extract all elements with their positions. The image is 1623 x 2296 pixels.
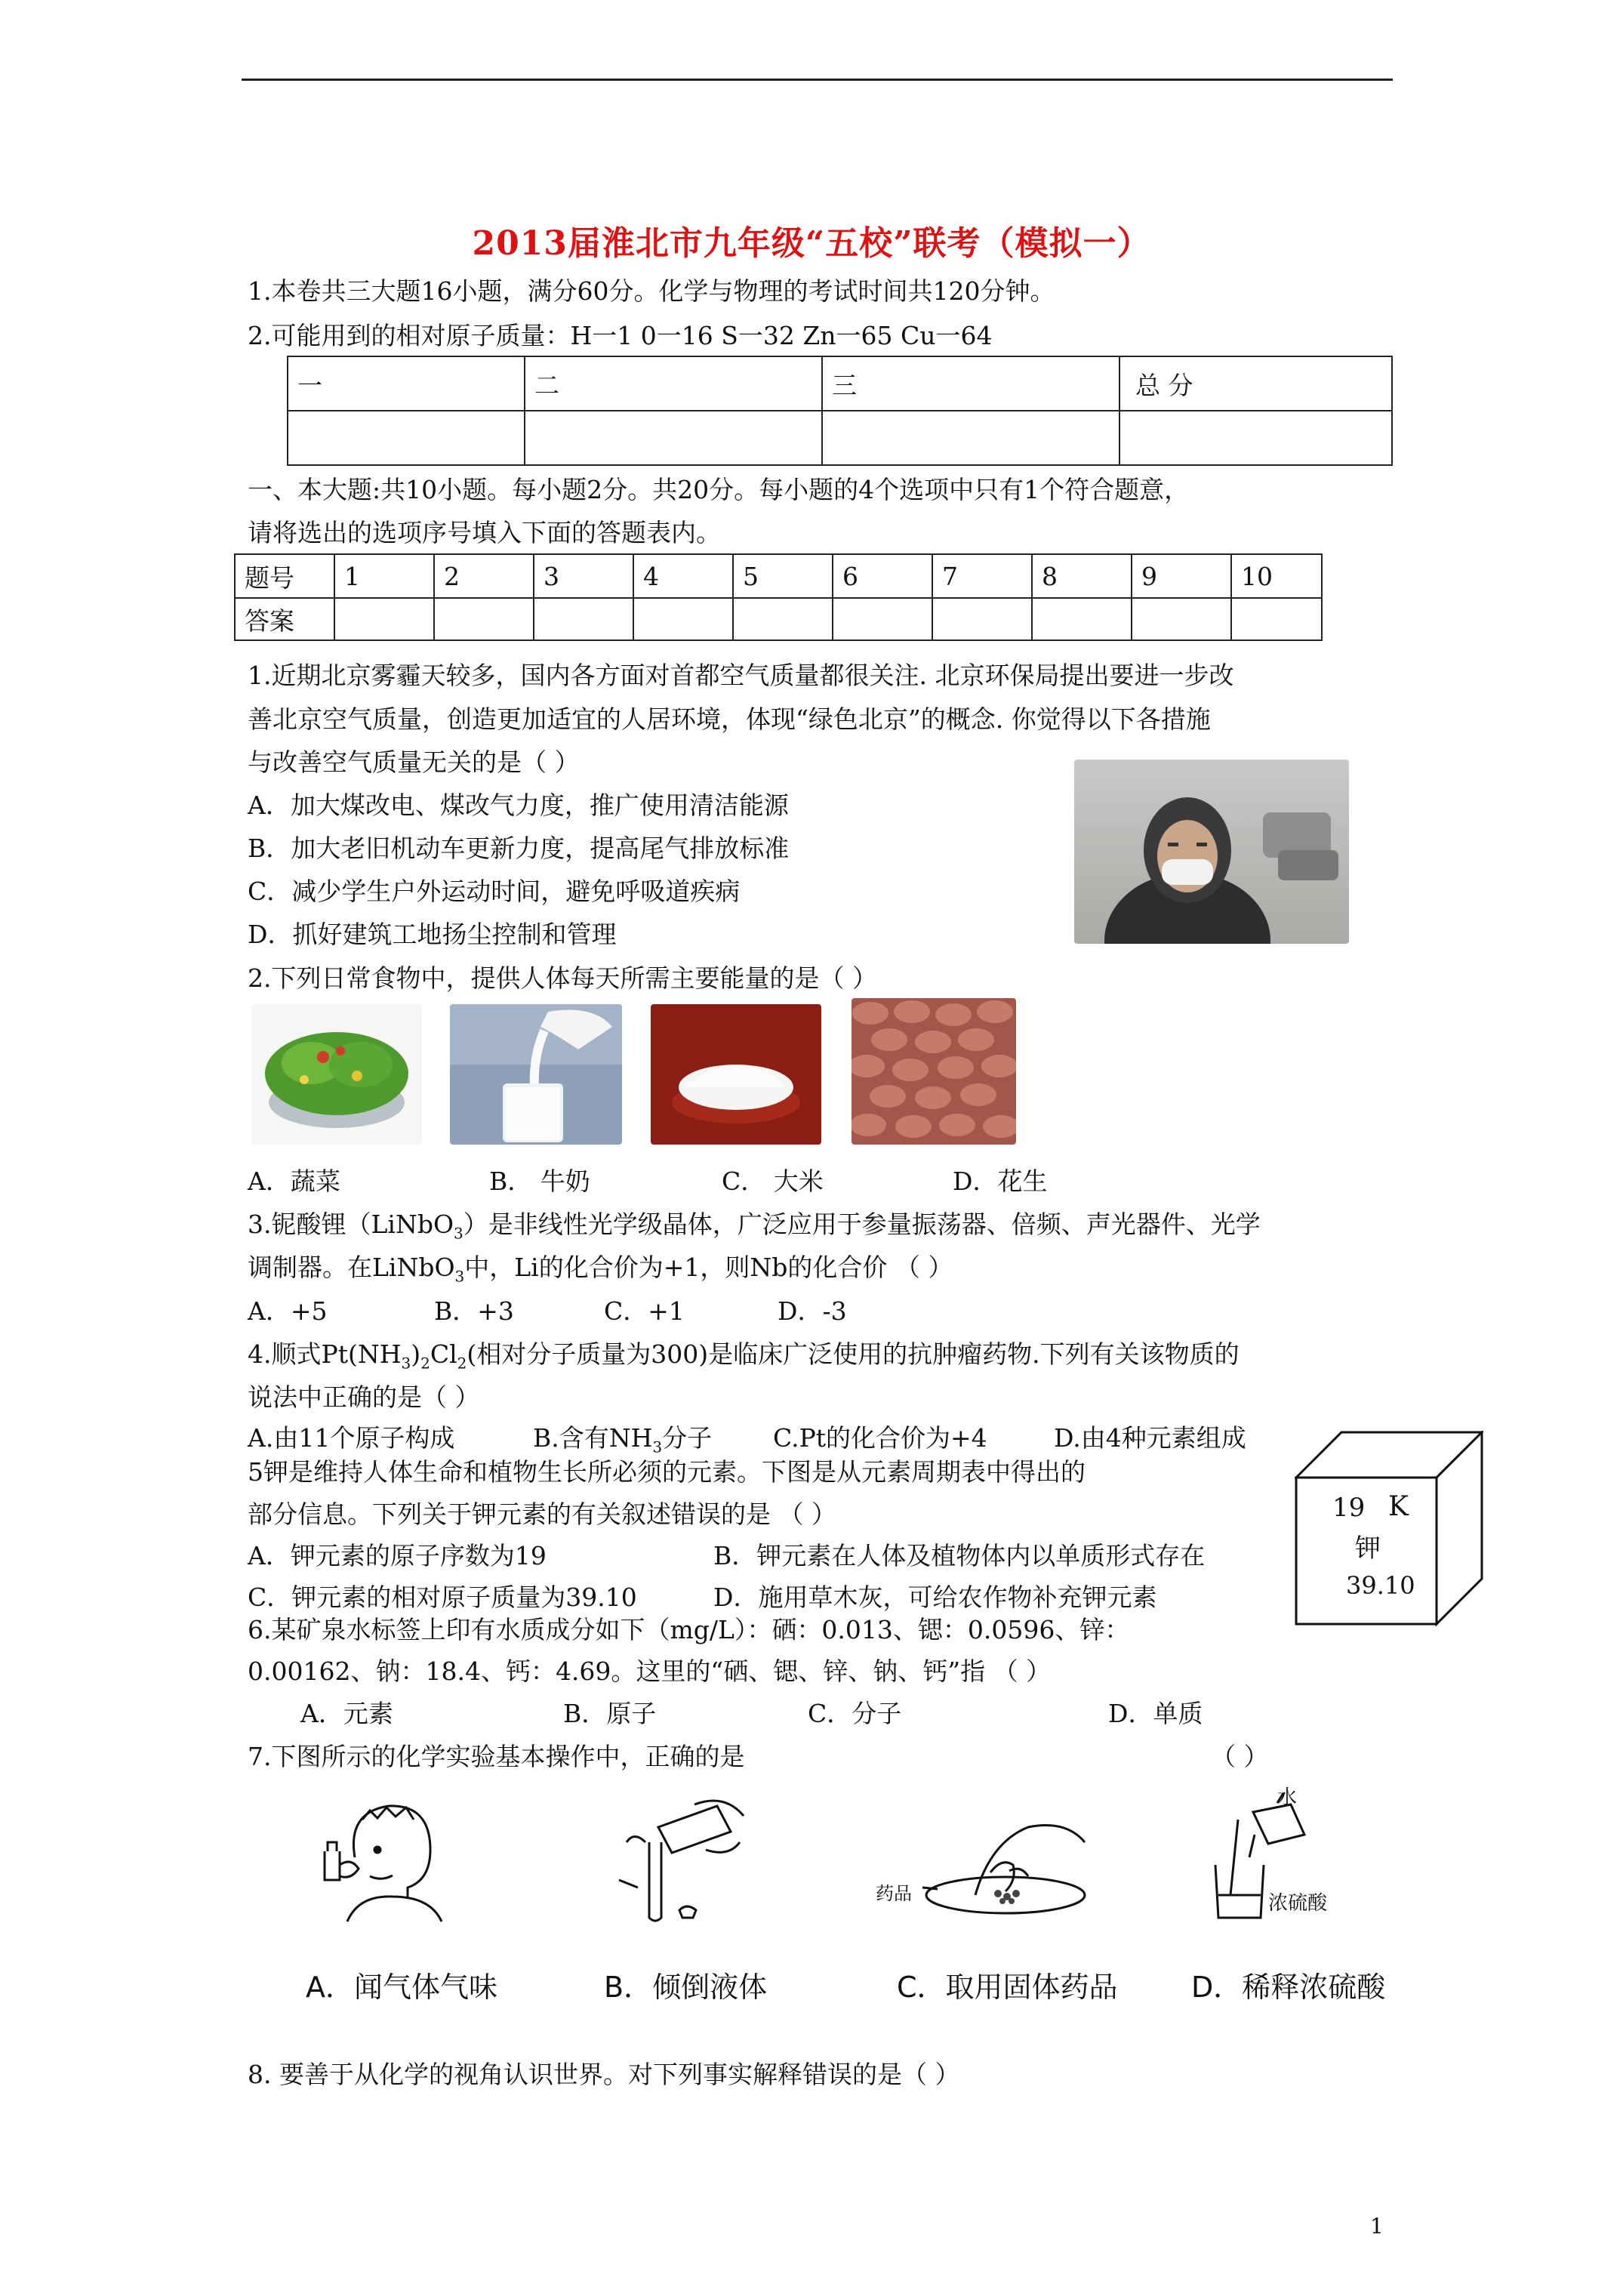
element-number: 19 <box>1332 1493 1366 1523</box>
answer-cell[interactable] <box>633 598 733 640</box>
exam-title: 2013届淮北市九年级“五校”联考（模拟一） <box>472 224 1151 263</box>
answer-cell[interactable] <box>434 598 534 640</box>
q4-option-b: B.含有$NH_3$分子 <box>533 1423 713 1456</box>
q1-line1: 1.近期北京雾霾天较多，国内各方面对首都空气质量都很关注. 北京环保局提出要进一步改 <box>248 661 1234 690</box>
element-name: 钾 <box>1355 1533 1381 1564</box>
note-1: 1.本卷共三大题16小题，满分60分。化学与物理的考试时间共120分钟。 <box>248 276 1055 306</box>
score-table <box>287 356 1393 466</box>
q5-option-b: B．钾元素在人体及植物体内以单质形式存在 <box>713 1541 1206 1570</box>
q3-option-b: B．+3 <box>434 1296 514 1326</box>
score-cell[interactable] <box>1119 411 1392 465</box>
q6-option-a: A．元素 <box>300 1699 393 1728</box>
pouring-liquid-diagram <box>604 1797 747 1925</box>
answer-num: 1 <box>334 554 434 598</box>
rice-photo <box>651 1004 821 1145</box>
note-2: 2.可能用到的相对原子质量：H一1 0一16 S一32 Zn一65 Cu一64 <box>248 321 993 350</box>
q4-option-a: A.由11个原子构成 <box>248 1423 455 1453</box>
section1-line2: 请将选出的选项序号填入下面的答题表内。 <box>248 518 721 547</box>
q5-line2: 部分信息。下列关于钾元素的有关叙述错误的是 （ ） <box>248 1499 836 1529</box>
q2-stem: 2.下列日常食物中，提供人体每天所需主要能量的是（ ） <box>248 963 877 993</box>
q7-option-d: D．稀释浓硫酸 <box>1191 1971 1386 2004</box>
answer-cell[interactable] <box>1231 598 1322 640</box>
element-symbol: K <box>1388 1491 1409 1522</box>
answer-cell[interactable] <box>334 598 434 640</box>
answer-num: 9 <box>1132 554 1231 598</box>
q1-option-a: A．加大煤改电、煤改气力度，推广使用清洁能源 <box>248 791 789 820</box>
q2-option-c: C． 大米 <box>722 1166 824 1196</box>
header-rule <box>242 79 1393 81</box>
answer-num: 4 <box>633 554 733 598</box>
score-header-1: 一 <box>288 356 525 411</box>
q2-option-d: D．花生 <box>953 1166 1048 1196</box>
element-mass: 39.10 <box>1346 1571 1415 1600</box>
q4-line1: 4.顺式$Pt(NH_3)_2Cl_2$(相对分子质量为300)是临床广泛使用的抗肿瘤药物.下列有关该物质的 <box>248 1339 1240 1373</box>
q7-stem: 7.下图所示的化学实验基本操作中，正确的是 <box>248 1742 745 1771</box>
q8-stem: 8. 要善于从化学的视角认识世界。对下列事实解释错误的是（ ） <box>248 2060 960 2089</box>
q1-line3: 与改善空气质量无关的是（ ） <box>248 747 580 777</box>
q7-option-c: C．取用固体药品 <box>897 1971 1118 2004</box>
q2-option-a: A．蔬菜 <box>248 1166 340 1196</box>
q6-option-b: B．原子 <box>563 1699 657 1728</box>
label-drug: 药品 <box>876 1883 912 1904</box>
peanuts-photo <box>852 998 1016 1145</box>
score-header-3: 三 <box>822 356 1119 411</box>
q5-option-d: D．施用草木灰，可给农作物补充钾元素 <box>713 1583 1157 1612</box>
q6-option-c: C．分子 <box>808 1699 902 1728</box>
answer-num: 3 <box>534 554 633 598</box>
smog-photo <box>1074 760 1349 944</box>
q3-option-a: A．+5 <box>248 1296 328 1326</box>
answer-num: 10 <box>1231 554 1322 598</box>
score-cell[interactable] <box>288 411 525 465</box>
answer-num: 6 <box>833 554 932 598</box>
q1-option-c: C．减少学生户外运动时间，避免呼吸道疾病 <box>248 877 741 906</box>
answer-cell[interactable] <box>534 598 633 640</box>
q3-option-d: D．-3 <box>778 1296 847 1326</box>
page-number: 1 <box>1370 2214 1384 2239</box>
score-cell[interactable] <box>525 411 822 465</box>
answer-num: 8 <box>1032 554 1132 598</box>
taking-solid-diagram <box>922 1812 1104 1918</box>
answer-table <box>234 553 1323 641</box>
section1-line1: 一、本大题:共10小题。每小题2分。共20分。每小题的4个选项中只有1个符合题意， <box>248 475 1190 504</box>
vegetables-photo <box>251 1004 422 1145</box>
q6-line1: 6.某矿泉水标签上印有水质成分如下（mg/L）：硒：0.013、锶：0.0596、锌： <box>248 1615 1130 1644</box>
q4-option-d: D.由4种元素组成 <box>1054 1423 1246 1453</box>
answer-row-label: 答案 <box>235 598 334 640</box>
diluting-acid-diagram <box>1208 1789 1313 1925</box>
answer-num: 5 <box>733 554 833 598</box>
q2-option-b: B． 牛奶 <box>489 1166 590 1196</box>
q6-option-d: D．单质 <box>1108 1699 1203 1728</box>
score-cell[interactable] <box>822 411 1119 465</box>
q7-option-a: A．闻气体气味 <box>306 1971 497 2004</box>
q1-option-d: D．抓好建筑工地扬尘控制和管理 <box>248 920 617 949</box>
milk-photo <box>450 1004 622 1145</box>
answer-cell[interactable] <box>932 598 1032 640</box>
answer-cell[interactable] <box>1032 598 1132 640</box>
answer-num: 7 <box>932 554 1032 598</box>
answer-row-label: 题号 <box>235 554 334 598</box>
score-header-2: 二 <box>525 356 822 411</box>
q4-option-c: C.Pt的化合价为+4 <box>773 1423 987 1453</box>
element-card <box>1295 1431 1483 1627</box>
q5-option-c: C．钾元素的相对原子质量为39.10 <box>248 1583 637 1612</box>
q5-line1: 5钾是维持人体生命和植物生长所必须的元素。下图是从元素周期表中得出的 <box>248 1457 1086 1487</box>
smelling-gas-diagram <box>317 1797 453 1925</box>
q7-paren: （ ） <box>1211 1742 1269 1771</box>
answer-cell[interactable] <box>733 598 833 640</box>
q1-line2: 善北京空气质量，创造更加适宜的人居环境，体现“绿色北京”的概念. 你觉得以下各措施 <box>248 704 1211 734</box>
answer-cell[interactable] <box>1132 598 1231 640</box>
answer-num: 2 <box>434 554 534 598</box>
q7-option-b: B．倾倒液体 <box>604 1971 768 2004</box>
label-acid: 浓硫酸 <box>1268 1892 1328 1915</box>
label-water: 水 <box>1277 1786 1298 1809</box>
q5-option-a: A．钾元素的原子序数为19 <box>248 1541 547 1570</box>
score-header-total: 总 分 <box>1119 356 1392 411</box>
answer-cell[interactable] <box>833 598 932 640</box>
q6-line2: 0.00162、钠：18.4、钙：4.69。这里的“硒、锶、锌、钠、钙”指 （ ） <box>248 1657 1052 1686</box>
q3-line1: 3.铌酸锂（LiNbO$_3$）是非线性光学级晶体，广泛应用于参量振荡器、倍频、声光器件、光学 <box>248 1210 1261 1243</box>
q4-line2: 说法中正确的是（ ） <box>248 1382 480 1412</box>
q3-line2: 调制器。在LiNbO$_3$中，Li的化合价为+1，则Nb的化合价 （ ） <box>248 1253 953 1286</box>
q1-option-b: B．加大老旧机动车更新力度，提高尾气排放标准 <box>248 834 790 863</box>
q3-option-c: C．+1 <box>604 1296 685 1326</box>
